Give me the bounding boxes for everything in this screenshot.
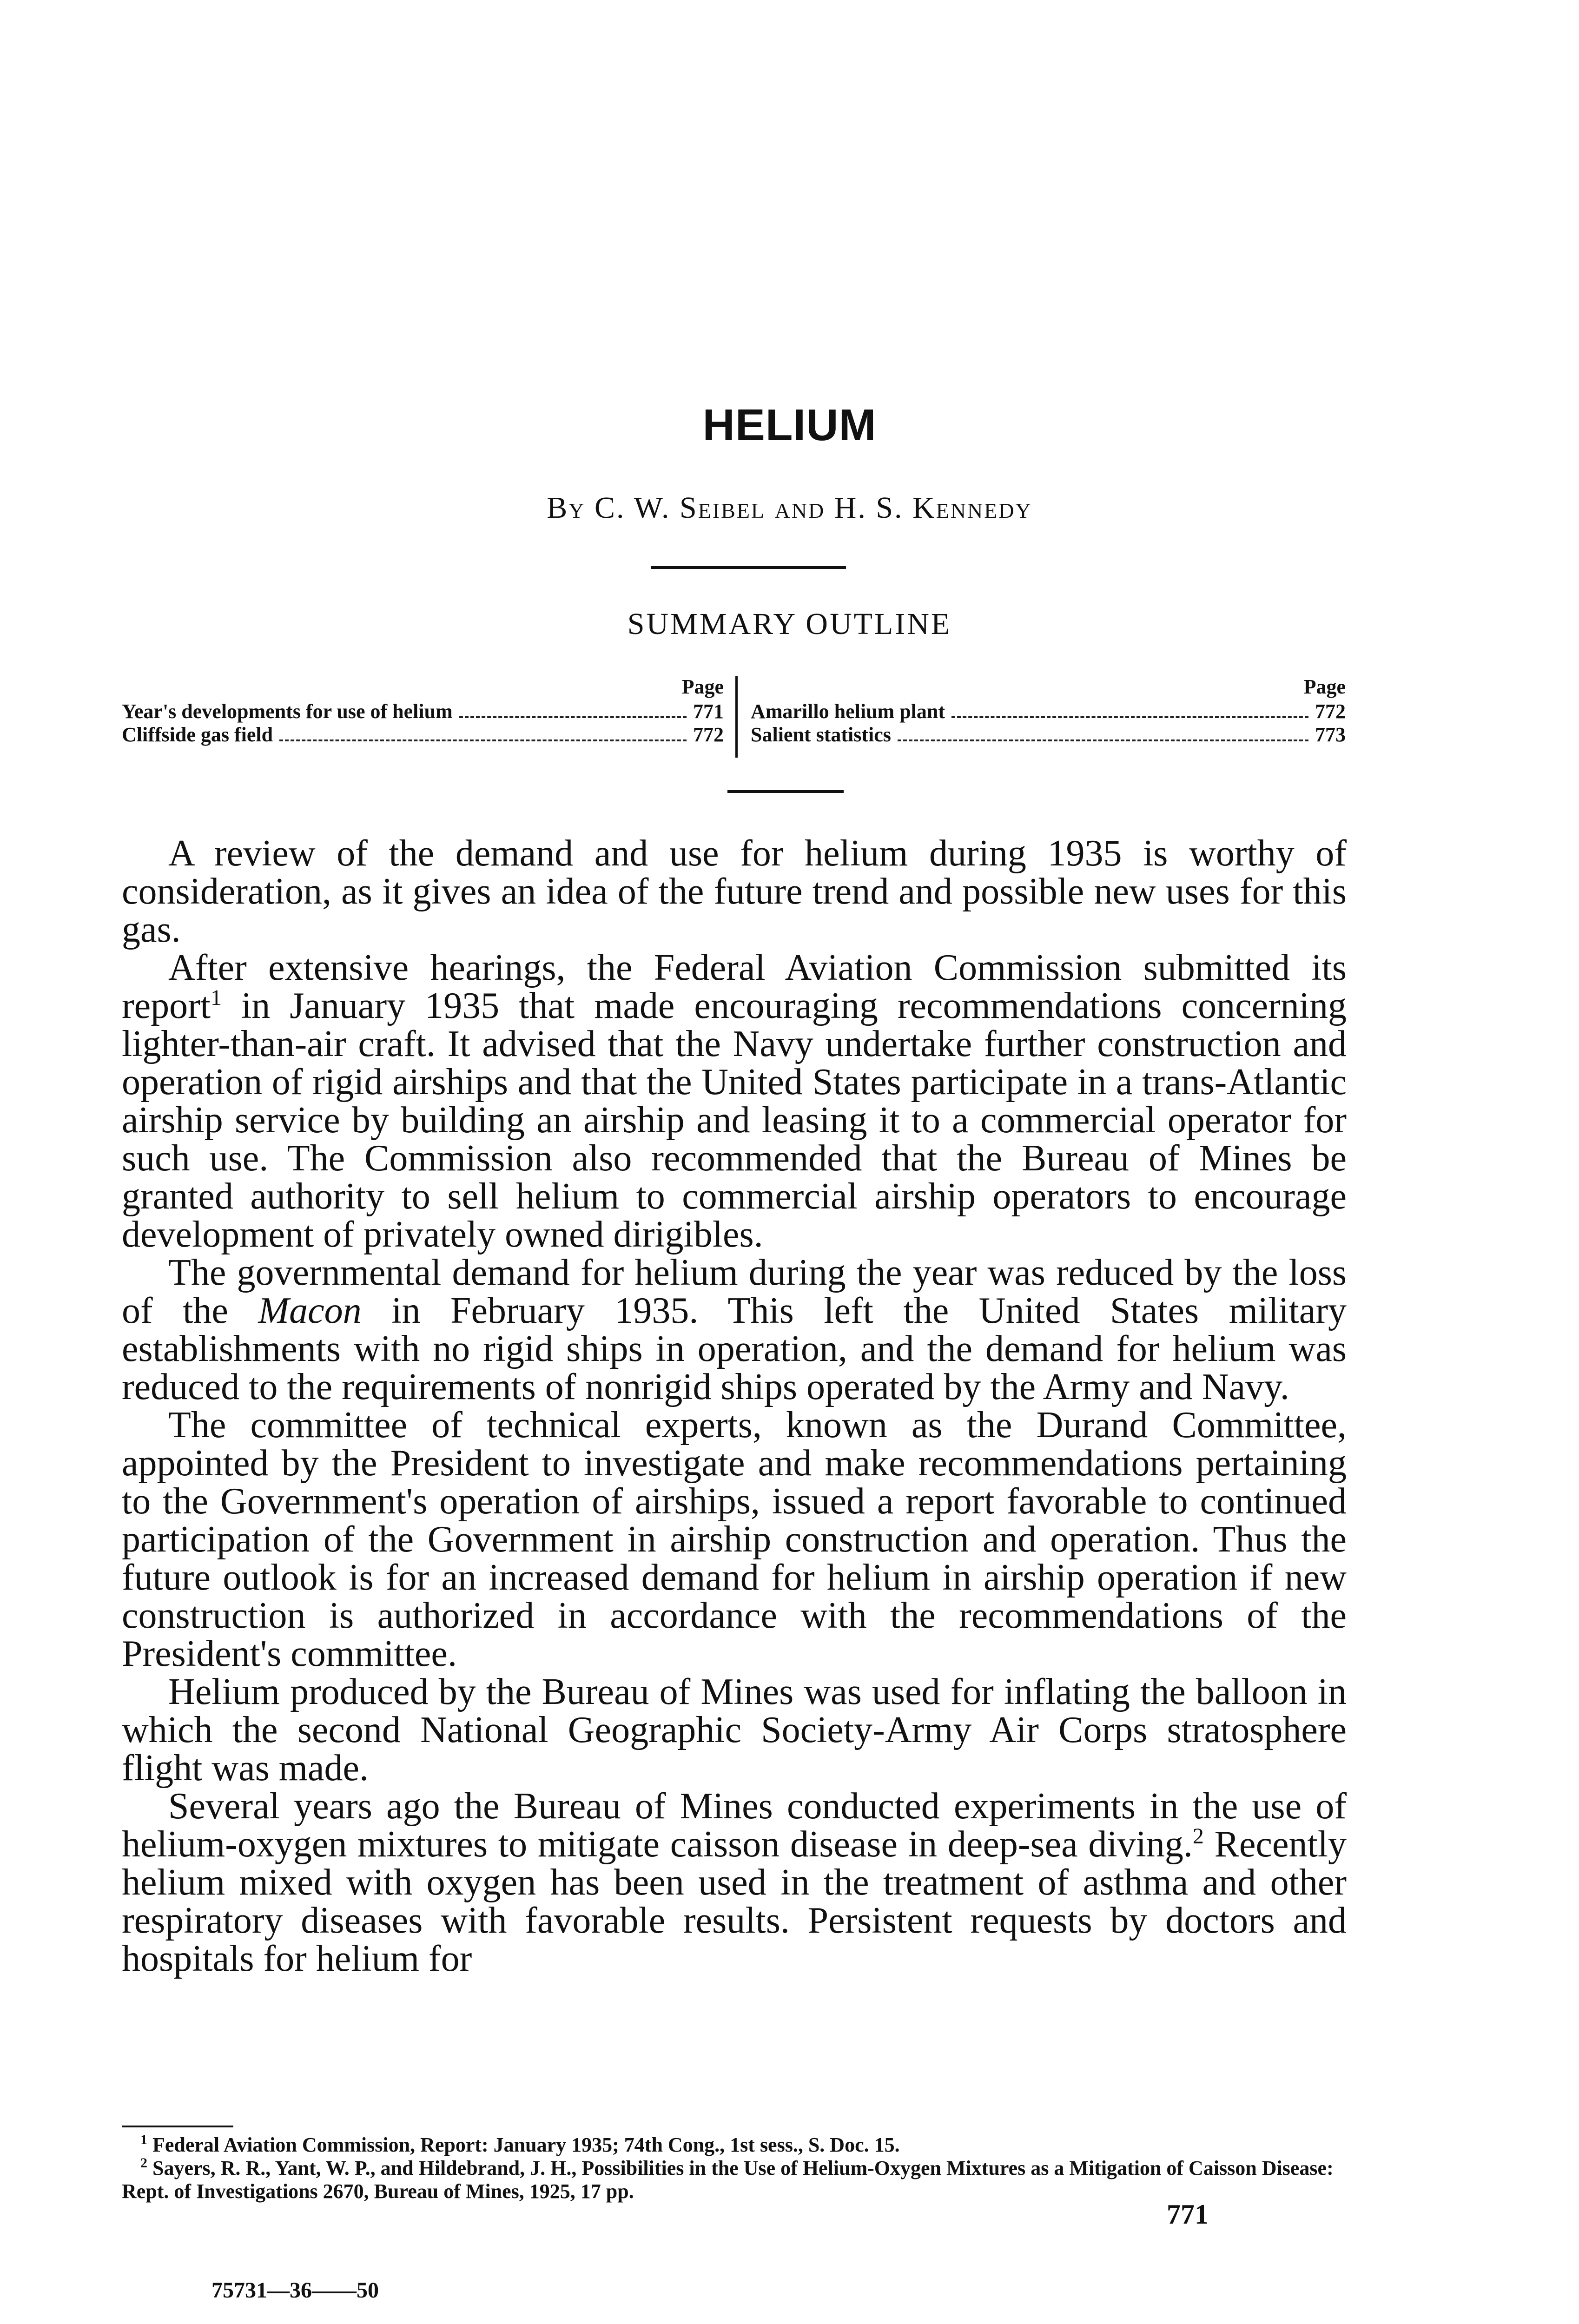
leader-dots (898, 726, 1308, 741)
outline-entry-label: Salient statistics (751, 723, 891, 746)
footnotes (122, 2133, 1347, 2203)
footnote (122, 2157, 1347, 2203)
paragraph (122, 834, 1347, 949)
outline-page-heading: Page (1303, 675, 1346, 698)
outline-entry (122, 723, 724, 746)
outline-entry-label: Amarillo helium plant (751, 700, 945, 723)
page-number: 771 (1167, 2199, 1209, 2230)
outline-entry (122, 700, 724, 723)
footnote-reference: 2 (1192, 1824, 1204, 1849)
print-code: 75731—36——50 (211, 2278, 379, 2303)
outline-entry-page: 773 (1315, 723, 1346, 746)
footnote-text: Sayers, R. R., Yant, W. P., and Hildebrand, J. H., Possibilities in the Use of Helium-Oxygen Mixtures as a Mitigation of Caisson Disease: Rept. of Investigations 2670, Bureau of Mines, 1925, 17 pp. (122, 2157, 1334, 2203)
outline-entry-page: 772 (1315, 700, 1346, 723)
paragraph-text: in January 1935 that made encouraging recommendations concerning lighter-than-air craft. It advised that the Navy undertake further construction and operation of rigid airships and that the United States participate in a trans-Atlantic airship service by building an airship and leasing it to a commercial operator for such use. The Commission also recommended that the Bureau of Mines be granted authority to sell helium to commercial airship operators to encourage development of privately owned dirigibles. (122, 985, 1347, 1255)
paragraph (122, 1673, 1347, 1787)
footnote-mark: 1 (140, 2132, 147, 2147)
footnote-reference: 1 (211, 985, 222, 1010)
paragraph-text: in February 1935. This left the United States military establishments with no rigid ships in operation, and the demand for helium was reduced to the requirements of nonrigid ships operated by the Army and Navy. (122, 1290, 1347, 1407)
paragraph-text: The committee of technical experts, known as the Durand Committee, appointed by the President to investigate and make recommendations pertaining to the Government's operation of airships, issued a report favorable to continued participation of the Government in airship construction and operation. Thus the future outlook is for an increased demand for helium in airship operation if new construction is authorized in accordance with the recommendations of the President's committee. (122, 1405, 1347, 1674)
paragraph (122, 1787, 1347, 1978)
paragraph-text: Recently helium mixed with oxygen has been used in the treatment of asthma and other respiratory diseases with favorable results. Persistent requests by doctors and hospitals for helium for (122, 1824, 1347, 1979)
outline-entry-page: 771 (693, 700, 724, 723)
leader-dots (279, 726, 687, 741)
paragraph-text: The governmental demand for helium during the year was reduced by the loss of the (122, 1252, 1347, 1331)
article-body (122, 834, 1347, 1978)
outline-entry (751, 723, 1346, 746)
footnote (122, 2133, 1347, 2157)
outline-entry-label: Cliffside gas field (122, 723, 273, 746)
footnote-divider (122, 2126, 233, 2127)
ship-name: Macon (258, 1290, 362, 1331)
outline-right-column (751, 674, 1346, 746)
paragraph-text: Several years ago the Bureau of Mines conducted experiments in the use of helium-oxygen mixtures to mitigate caisson disease in deep-sea diving. (122, 1786, 1347, 1865)
paragraph (122, 949, 1347, 1254)
author-byline: By C. W. Seibel and H. S. Kennedy (547, 491, 1032, 525)
outline-page-heading: Page (681, 675, 724, 698)
outline-entry-page: 772 (693, 723, 724, 746)
outline-entry-label: Year's developments for use of helium (122, 700, 453, 723)
leader-dots (459, 702, 687, 718)
paragraph-text: Helium produced by the Bureau of Mines was used for inflating the balloon in which the second National Geographic Society-Army Air Corps stratosphere flight was made. (122, 1671, 1347, 1789)
paragraph (122, 1406, 1347, 1673)
footnote-mark: 2 (140, 2155, 147, 2171)
paragraph-text: A review of the demand and use for helium during 1935 is worthy of consideration, as it gives an idea of the future trend and possible new uses for this gas. (122, 833, 1347, 950)
footnote-text: Federal Aviation Commission, Report: January 1935; 74th Cong., 1st sess., S. Doc. 15. (152, 2133, 900, 2156)
outline-left-column (122, 674, 724, 746)
outline-divider (727, 790, 844, 793)
paragraph (122, 1254, 1347, 1406)
summary-outline-heading: SUMMARY OUTLINE (627, 607, 952, 641)
leader-dots (951, 702, 1308, 718)
outline-entry (751, 700, 1346, 723)
outline-column-divider (735, 676, 738, 758)
title-divider (651, 566, 846, 569)
page-title: HELIUM (702, 400, 877, 450)
paragraph-text: After extensive hearings, the Federal Aviation Commission submitted its report (122, 947, 1347, 1026)
